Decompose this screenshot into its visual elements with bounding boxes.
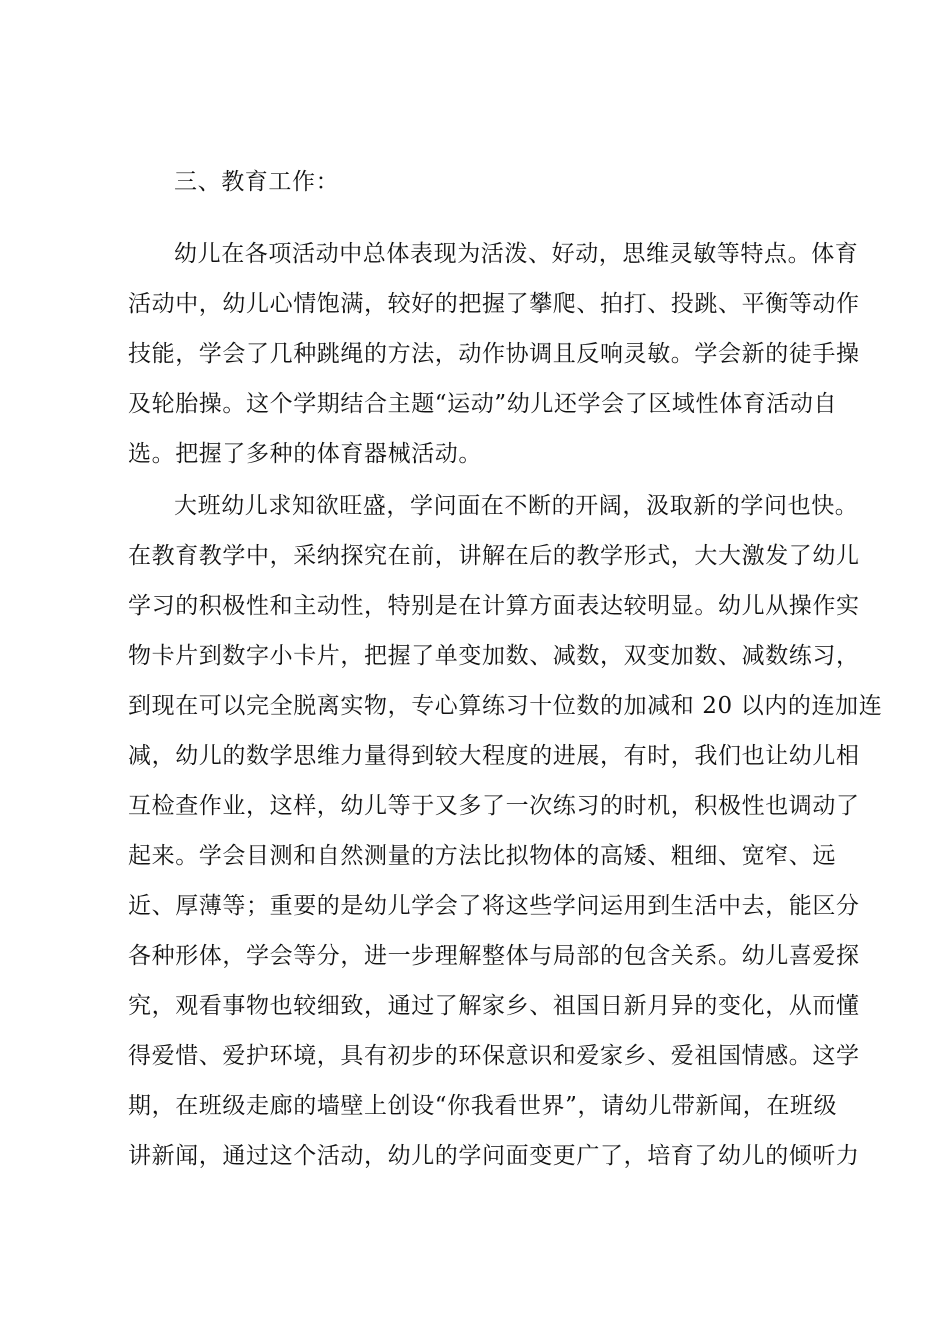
paragraph-1-line-4: 及轮胎操。这个学期结合主题“运动”幼儿还学会了区域性体育活动自	[128, 391, 838, 417]
paragraph-2-line-3: 学习的积极性和主动性，特别是在计算方面表达较明显。幼儿从操作实	[128, 593, 860, 619]
paragraph-2-line-11: 究，观看事物也较细致，通过了解家乡、祖国日新月异的变化，从而懂	[128, 993, 860, 1019]
paragraph-2-line-10: 各种形体，学会等分，进一步理解整体与局部的包含关系。幼儿喜爱探	[128, 943, 860, 969]
paragraph-1-line-2: 活动中，幼儿心情饱满，较好的把握了攀爬、拍打、投跳、平衡等动作	[128, 291, 860, 317]
paragraph-1-line-1: 幼儿在各项活动中总体表现为活泼、好动，思维灵敏等特点。体育	[174, 241, 859, 267]
paragraph-2-line-8: 起来。学会目测和自然测量的方法比拟物体的高矮、粗细、宽窄、远	[128, 843, 836, 869]
paragraph-2-line-7: 互检查作业，这样，幼儿等于又多了一次练习的时机，积极性也调动了	[128, 793, 860, 819]
paragraph-2-line-1: 大班幼儿求知欲旺盛，学问面在不断的开阔，汲取新的学问也快。	[174, 493, 859, 519]
paragraph-2-line-9: 近、厚薄等；重要的是幼儿学会了将这些学问运用到生活中去，能区分	[128, 893, 860, 919]
paragraph-2-line-14: 讲新闻，通过这个活动，幼儿的学问面变更广了，培育了幼儿的倾听力	[128, 1143, 860, 1169]
paragraph-2-line-4: 物卡片到数字小卡片，把握了单变加数、减数，双变加数、减数练习，	[128, 643, 860, 669]
paragraph-2-line-2: 在教育教学中，采纳探究在前，讲解在后的教学形式，大大激发了幼儿	[128, 543, 860, 569]
paragraph-2-line-5: 到现在可以完全脱离实物，专心算练习十位数的加减和 20 以内的连加连	[128, 693, 883, 719]
paragraph-1-line-3: 技能，学会了几种跳绳的方法，动作协调且反响灵敏。学会新的徒手操	[128, 341, 860, 367]
paragraph-2-line-6: 减，幼儿的数学思维力量得到较大程度的进展，有时，我们也让幼儿相	[128, 743, 860, 769]
paragraph-1-line-5: 选。把握了多种的体育器械活动。	[128, 441, 482, 467]
paragraph-2-line-13: 期，在班级走廊的墙壁上创设“你我看世界”，请幼儿带新闻，在班级	[128, 1093, 838, 1119]
section-heading: 三、教育工作：	[174, 169, 340, 195]
paragraph-2-line-12: 得爱惜、爱护环境，具有初步的环保意识和爱家乡、爱祖国情感。这学	[128, 1043, 860, 1069]
